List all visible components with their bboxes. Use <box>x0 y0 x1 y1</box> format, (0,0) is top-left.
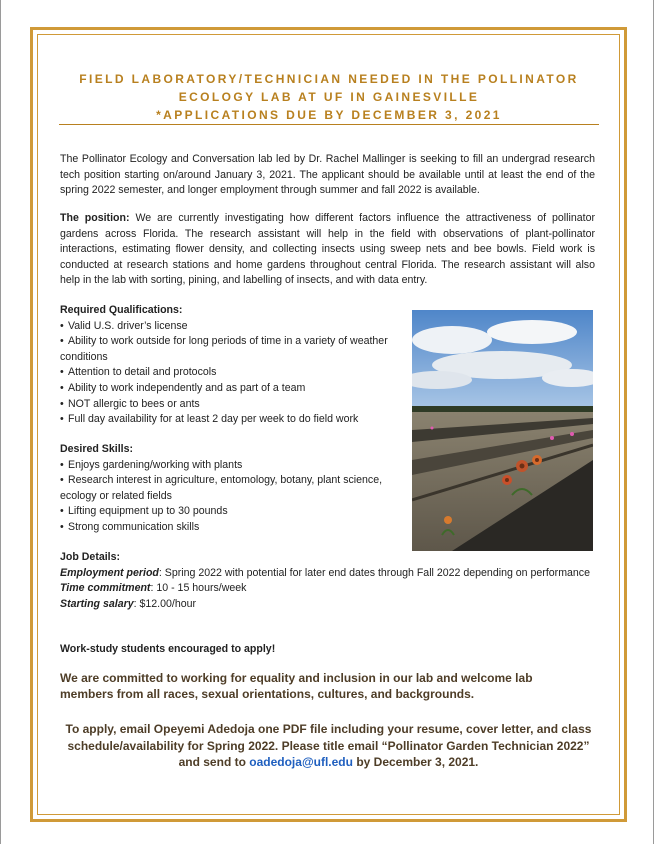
apply-instructions <box>61 721 596 771</box>
employment-text: : Spring 2022 with potential for later end dates through Fall 2022 depending on performance <box>158 566 590 579</box>
inclusion-statement: We are committed to working for equality and inclusion in our lab and welcome lab members from all races, sexual orientations, cultures, and backgrounds. <box>60 671 533 701</box>
list-item-text: Attention to detail and protocols <box>68 366 217 379</box>
bullet-icon: • <box>60 520 64 533</box>
title-line-1: FIELD LABORATORY/TECHNICIAN NEEDED IN THE POLLINATOR <box>79 72 579 86</box>
starting-salary <box>60 597 595 613</box>
desired-list <box>60 458 408 536</box>
list-item <box>60 520 408 536</box>
job-heading: Job Details: <box>60 551 121 563</box>
list-item-text: Ability to work independently and as part of a team <box>68 381 306 394</box>
list-item <box>60 365 408 381</box>
position-paragraph <box>60 211 595 289</box>
position-text: We are currently investigating how different factors influence the attractiveness of pollinator gardens across Florida. The research assistant will help in the field with observations of plant-pollinator interactions, estimating flower density, and collecting insects using sweep nets and bee bowls. Field work is conducted at research stations and home gardens throughout central Florida. The research assistant will also help in the lab with sorting, pining, and labelling of insects, and with data entry. <box>60 212 595 287</box>
list-item-text: Enjoys gardening/working with plants <box>68 458 243 471</box>
employment-period <box>60 566 595 582</box>
list-item <box>60 334 408 365</box>
list-item <box>60 381 408 397</box>
bullet-icon: • <box>60 397 64 410</box>
time-commitment <box>60 581 595 597</box>
job-details <box>60 550 595 612</box>
list-item <box>60 397 408 413</box>
list-item <box>60 473 408 504</box>
desired-skills <box>60 442 408 536</box>
apply-text-2: by December 3, 2021. <box>352 755 479 769</box>
required-list <box>60 319 408 428</box>
employment-label: Employment period <box>60 566 159 579</box>
email-link[interactable]: oadedoja@ufl.edu <box>249 755 353 769</box>
list-item-text: Full day availability for at least 2 day per week to do field work <box>68 413 359 426</box>
flyer-title <box>59 70 599 124</box>
list-item <box>60 319 408 335</box>
intro-paragraph: The Pollinator Ecology and Conversation lab led by Dr. Rachel Mallinger is seeking to fill an undergrad research tech position starting on/around January 3, 2021. The applicant should be available until at least the end of the spring 2022 semester, and longer employment through summer and fall 2022 is available. <box>60 153 595 197</box>
bullet-icon: • <box>60 458 64 471</box>
workstudy-note: Work-study students encouraged to apply! <box>60 643 276 655</box>
apply-text-1: To apply, email Opeyemi Adedoja one PDF file including your resume, cover letter, and class schedule/availability for Spring 2022. Please title email “Pollinator Garden Technician 2022” and send to <box>65 722 592 769</box>
list-item-text: Ability to work outside for long periods of time in a variety of weather conditions <box>60 335 388 363</box>
required-heading: Required Qualifications: <box>60 304 183 316</box>
field-photo <box>412 310 593 551</box>
salary-label: Starting salary <box>60 597 134 610</box>
list-item-text: Strong communication skills <box>68 520 200 533</box>
list-item <box>60 412 408 428</box>
bullet-icon: • <box>60 474 64 487</box>
list-item <box>60 458 408 474</box>
list-item-text: Valid U.S. driver’s license <box>68 319 188 332</box>
bullet-icon: • <box>60 366 64 379</box>
title-line-3: *APPLICATIONS DUE BY DECEMBER 3, 2021 <box>156 108 502 122</box>
bullet-icon: • <box>60 505 64 518</box>
bullet-icon: • <box>60 335 64 348</box>
salary-text: : $12.00/hour <box>133 597 197 610</box>
list-item-text: NOT allergic to bees or ants <box>68 397 200 410</box>
time-label: Time commitment <box>60 582 151 595</box>
required-qualifications <box>60 303 408 428</box>
bullet-icon: • <box>60 381 64 394</box>
position-label: The position: <box>60 212 130 224</box>
desired-heading: Desired Skills: <box>60 443 134 455</box>
time-text: : 10 - 15 hours/week <box>150 582 247 595</box>
list-item-text: Lifting equipment up to 30 pounds <box>68 505 228 518</box>
title-divider <box>59 124 599 125</box>
bullet-icon: • <box>60 413 64 426</box>
bullet-icon: • <box>60 319 64 332</box>
list-item-text: Research interest in agriculture, entomology, botany, plant science, ecology or related fields <box>60 474 383 502</box>
title-line-2: ECOLOGY LAB AT UF IN GAINESVILLE <box>178 90 480 104</box>
list-item <box>60 504 408 520</box>
